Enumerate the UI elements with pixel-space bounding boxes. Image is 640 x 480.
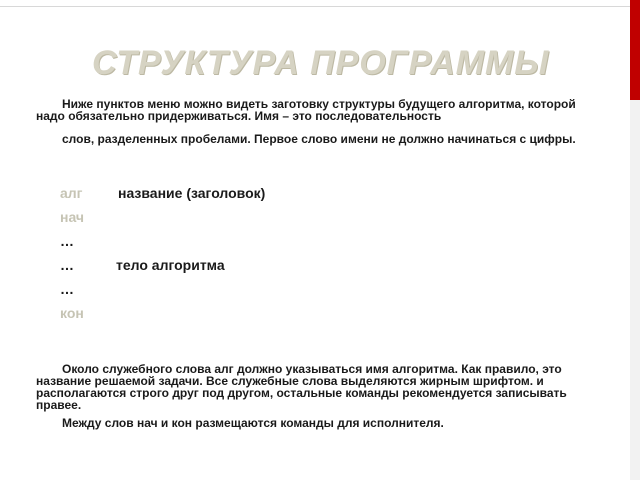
ellipsis-2: … (60, 257, 74, 273)
keyword-nach: нач (60, 209, 85, 225)
note-text-1: Около служебного слова алг должно указываться имя алгоритма. Как правило, это название решаемой задачи. Все служебные слова выделяются жирным шрифтом. и располагаются строго друг под другом, остальные команды рекомендуется записывать правее. (36, 362, 567, 412)
keyword-alg: алг (60, 185, 83, 201)
note-paragraph-1 (36, 363, 596, 411)
code-line-dots-1 (60, 232, 74, 250)
intro-paragraph-1 (36, 98, 596, 122)
intro-text-2: слов, разделенных пробелами. Первое слово имени не должно начинаться с цифры. (62, 132, 576, 146)
slide-title: СТРУКТУРА ПРОГРАММЫ (92, 44, 550, 82)
body-description: тело алгоритма (116, 257, 225, 273)
ellipsis-3: … (60, 281, 74, 297)
alg-description: название (заголовок) (118, 185, 266, 201)
code-line-body (60, 256, 74, 274)
accent-stripe-red (630, 0, 640, 100)
code-line-kon (60, 304, 84, 322)
ellipsis-1: … (60, 233, 74, 249)
note-text-2: Между слов нач и кон размещаются команды для исполнителя. (62, 416, 444, 430)
keyword-kon: кон (60, 305, 84, 321)
accent-stripe-gray (630, 100, 640, 480)
code-line-alg (60, 184, 83, 202)
intro-text-1: Ниже пунктов меню можно видеть заготовку структуры будущего алгоритма, которой надо обязательно придерживаться. Имя – это последовательность (36, 97, 576, 123)
top-border (0, 0, 640, 7)
code-line-dots-3 (60, 280, 74, 298)
intro-paragraph-2 (36, 133, 596, 145)
note-paragraph-2 (36, 417, 596, 429)
code-line-nach (60, 208, 84, 226)
